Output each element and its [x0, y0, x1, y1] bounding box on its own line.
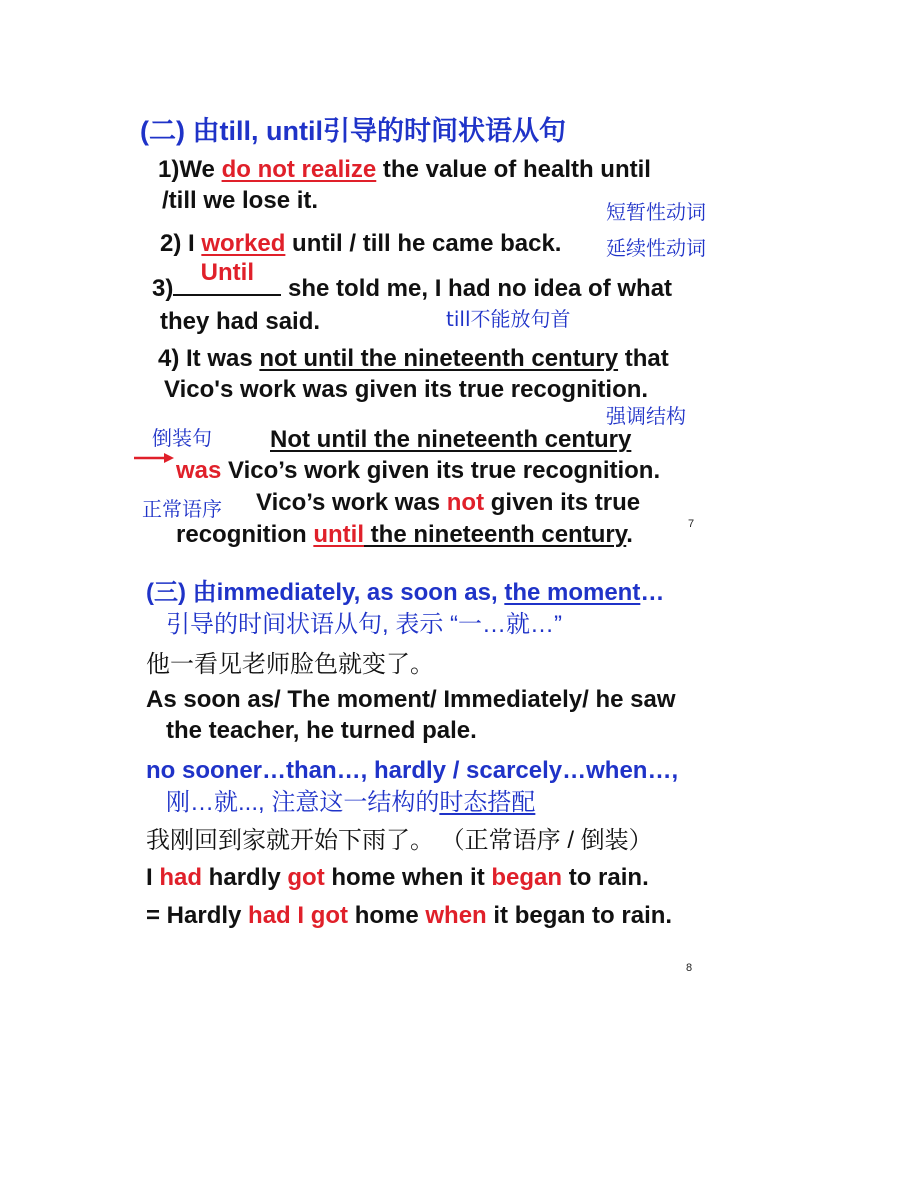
ex2-part-e: home when it: [324, 864, 492, 891]
highlight-got: got: [287, 864, 325, 891]
highlight-had-i-got: had I got: [248, 902, 349, 929]
sentence-1-lead: 1)We: [158, 156, 222, 183]
fill-blank: [173, 259, 281, 296]
highlight-began: began: [491, 864, 563, 891]
ex3-part-c: home: [348, 902, 426, 929]
underline-not-until: not until the nineteenth century: [259, 345, 619, 372]
inverted-was: was: [176, 457, 222, 484]
heading-the-moment: the moment: [504, 579, 641, 606]
highlight-when: when: [425, 902, 487, 929]
heading-part-a: (三) 由immediately, as soon as,: [146, 579, 505, 606]
note-continuous-verb: 延续性动词: [606, 236, 706, 260]
chinese-example-1: 他一看见老师脸色就变了。: [146, 651, 434, 678]
note-normal-order: 正常语序: [142, 497, 222, 521]
note-emphasis-structure: 强调结构: [606, 404, 686, 428]
chinese-example-2: 我刚回到家就开始下雨了。 （正常语序 / 倒装）: [146, 827, 653, 854]
inversion-line-2-rest: Vico’s work given its true recognition.: [221, 457, 661, 484]
section-heading-immediately: [146, 578, 664, 608]
sentence-1-line2: /till we lose it.: [162, 187, 319, 214]
normal-line-1: [256, 488, 640, 518]
sentence-4-lead: 4) It was: [158, 345, 260, 372]
note-short-verb: 短暂性动词: [606, 200, 706, 224]
heading-ellipsis: …: [640, 579, 665, 606]
highlight-worked: worked: [201, 230, 286, 257]
normal-line-2-period: .: [626, 521, 633, 548]
normal-line-2-underlined: the nineteenth century: [364, 521, 627, 548]
note-inversion: 倒装句: [152, 426, 212, 450]
arrow-icon: [134, 452, 174, 464]
english-example-2: [146, 863, 649, 893]
inverted-example: [146, 901, 672, 931]
sentence-3: [152, 259, 673, 304]
sentence-1: [158, 155, 651, 185]
underline-not-until-inverted: Not until the nineteenth century: [270, 426, 632, 453]
highlight-had: had: [159, 864, 203, 891]
highlight-do-not-realize: do not realize: [221, 156, 377, 183]
blank-answer-until: Until: [200, 259, 254, 286]
normal-line-2-a: recognition: [176, 521, 314, 548]
sentence-1-rest: the value of health until: [376, 156, 651, 183]
ex3-part-a: = Hardly: [146, 902, 249, 929]
ex2-part-c: hardly: [202, 864, 288, 891]
structure-note-text: 刚…就..., 注意这一结构的: [166, 789, 440, 816]
inversion-line-2: [176, 456, 660, 486]
normal-line-1-a: Vico’s work was: [256, 489, 447, 516]
structure-note: [166, 788, 535, 818]
ex2-part-a: I: [146, 864, 160, 891]
tense-match-note: 时态搭配: [439, 789, 536, 816]
english-example-1: As soon as/ The moment/ Immediately/ he saw: [146, 686, 676, 713]
sentence-3-lead: 3): [152, 275, 174, 302]
note-till-rule: till不能放句首: [446, 307, 571, 331]
highlight-until: until: [313, 521, 364, 548]
sentence-2-rest: until / till he came back.: [285, 230, 562, 257]
sentence-2-lead: 2) I: [160, 230, 202, 257]
sentence-2: [160, 229, 561, 259]
sentence-4-rest: that: [618, 345, 669, 372]
sentence-3-rest: she told me, I had no idea of what: [281, 275, 673, 302]
sentence-3-line2: they had said.: [160, 308, 321, 335]
page-number-7: 7: [688, 518, 695, 530]
ex3-part-e: it began to rain.: [486, 902, 673, 929]
page-number-8: 8: [686, 962, 693, 974]
sentence-4-line2: Vico's work was given its true recognition.: [164, 376, 649, 403]
english-example-1-line2: the teacher, he turned pale.: [166, 717, 477, 744]
section-heading-line2: 引导的时间状语从句, 表示 “一…就…”: [166, 611, 562, 638]
normal-line-2: [176, 520, 633, 550]
normal-line-1-b: given its true: [484, 489, 641, 516]
sentence-4: [158, 344, 669, 374]
no-sooner-structure: no sooner…than…, hardly / scarcely…when…,: [146, 757, 679, 784]
ex2-part-g: to rain.: [562, 864, 649, 891]
inversion-line-1: [270, 425, 631, 455]
section-heading-till-until: (二) 由till, until引导的时间状语从句: [140, 116, 566, 146]
highlight-not: not: [446, 489, 485, 516]
